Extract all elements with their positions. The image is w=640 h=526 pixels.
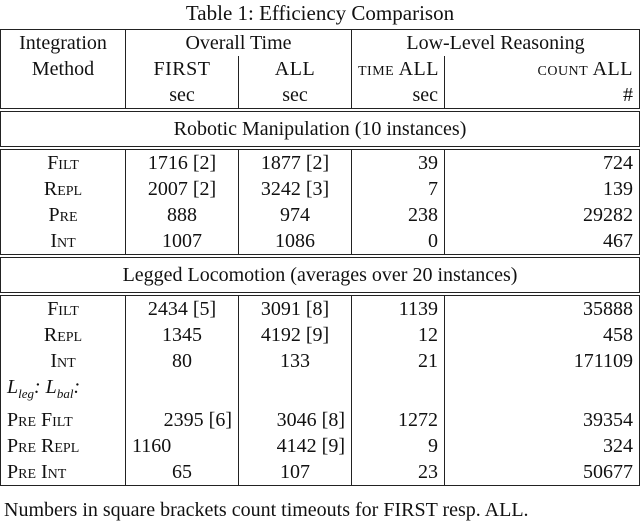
table-row — [1, 176, 640, 202]
group-title-robotic: Robotic Manipulation (10 instances) — [1, 110, 640, 148]
first-cell: 1716 [2] — [126, 148, 239, 176]
time-cell: 1272 — [352, 407, 445, 433]
table-footnote: Numbers in square brackets count timeouts for FIRST resp. ALL. — [4, 499, 529, 521]
table-row — [1, 202, 640, 228]
unit-sec-time: sec — [352, 82, 445, 110]
time-cell: 12 — [352, 322, 445, 348]
all-cell: 3242 [3] — [239, 176, 352, 202]
all-cell: 1086 — [239, 228, 352, 256]
all-cell: 1877 [2] — [239, 148, 352, 176]
unit-hash: # — [445, 82, 640, 110]
method-cell: Repl — [1, 322, 126, 348]
count-cell: 35888 — [445, 294, 640, 322]
header-first: FIRST — [126, 56, 239, 82]
method-cell: Pre Repl — [1, 433, 126, 459]
count-cell: 171109 — [445, 348, 640, 374]
time-cell: 0 — [352, 228, 445, 256]
header-row-3 — [1, 82, 640, 110]
table-row — [1, 374, 640, 407]
count-cell: 324 — [445, 433, 640, 459]
method-cell: Filt — [1, 294, 126, 322]
first-cell: 2007 [2] — [126, 176, 239, 202]
all-cell: 107 — [239, 459, 352, 486]
group-title-legged: Legged Locomotion (averages over 20 instances) — [1, 256, 640, 294]
count-cell: 458 — [445, 322, 640, 348]
count-cell: 50677 — [445, 459, 640, 486]
table-row — [1, 148, 640, 176]
table-row — [1, 433, 640, 459]
group-title-row — [1, 110, 640, 148]
all-cell: 4142 [9] — [239, 433, 352, 459]
method-cell: Int — [1, 228, 126, 256]
table-caption: Table 1: Efficiency Comparison — [185, 1, 455, 25]
header-time-all: time ALL — [352, 56, 445, 82]
count-cell: 29282 — [445, 202, 640, 228]
count-cell: 724 — [445, 148, 640, 176]
unit-sec-first: sec — [126, 82, 239, 110]
time-cell: 1139 — [352, 294, 445, 322]
header-row-1 — [1, 30, 640, 57]
all-cell: 133 — [239, 348, 352, 374]
time-cell: 39 — [352, 148, 445, 176]
time-cell: 9 — [352, 433, 445, 459]
count-cell: 139 — [445, 176, 640, 202]
method-cell: Repl — [1, 176, 126, 202]
first-cell: 1160 — [126, 433, 239, 459]
unit-sec-all: sec — [239, 82, 352, 110]
time-cell: 7 — [352, 176, 445, 202]
first-cell: 2434 [5] — [126, 294, 239, 322]
table-row — [1, 322, 640, 348]
time-cell: 238 — [352, 202, 445, 228]
table-row — [1, 459, 640, 486]
header-method-2: Method — [1, 56, 126, 82]
method-cell: Int — [1, 348, 126, 374]
efficiency-table — [0, 29, 640, 486]
table-row — [1, 228, 640, 256]
first-cell: 65 — [126, 459, 239, 486]
all-cell: 3091 [8] — [239, 294, 352, 322]
method-cell: Pre Filt — [1, 407, 126, 433]
first-cell: 888 — [126, 202, 239, 228]
method-cell: Pre — [1, 202, 126, 228]
first-cell: 1345 — [126, 322, 239, 348]
sublabel-cell: $L_{leg}$: $L_{bal}$: — [1, 374, 126, 407]
time-cell: 23 — [352, 459, 445, 486]
all-cell: 3046 [8] — [239, 407, 352, 433]
table-row — [1, 348, 640, 374]
first-cell: 2395 [6] — [126, 407, 239, 433]
header-row-2 — [1, 56, 640, 82]
method-cell: Filt — [1, 148, 126, 176]
method-cell: Pre Int — [1, 459, 126, 486]
header-count-all: count ALL — [445, 56, 640, 82]
time-cell: 21 — [352, 348, 445, 374]
count-cell: 467 — [445, 228, 640, 256]
first-cell: 80 — [126, 348, 239, 374]
header-low-level: Low-Level Reasoning — [352, 30, 640, 57]
first-cell: 1007 — [126, 228, 239, 256]
count-cell: 39354 — [445, 407, 640, 433]
header-method-1: Integration — [1, 30, 126, 57]
header-overall-time: Overall Time — [126, 30, 352, 57]
table-row — [1, 407, 640, 433]
all-cell: 4192 [9] — [239, 322, 352, 348]
header-all: ALL — [239, 56, 352, 82]
group-title-row — [1, 256, 640, 294]
table-row — [1, 294, 640, 322]
all-cell: 974 — [239, 202, 352, 228]
